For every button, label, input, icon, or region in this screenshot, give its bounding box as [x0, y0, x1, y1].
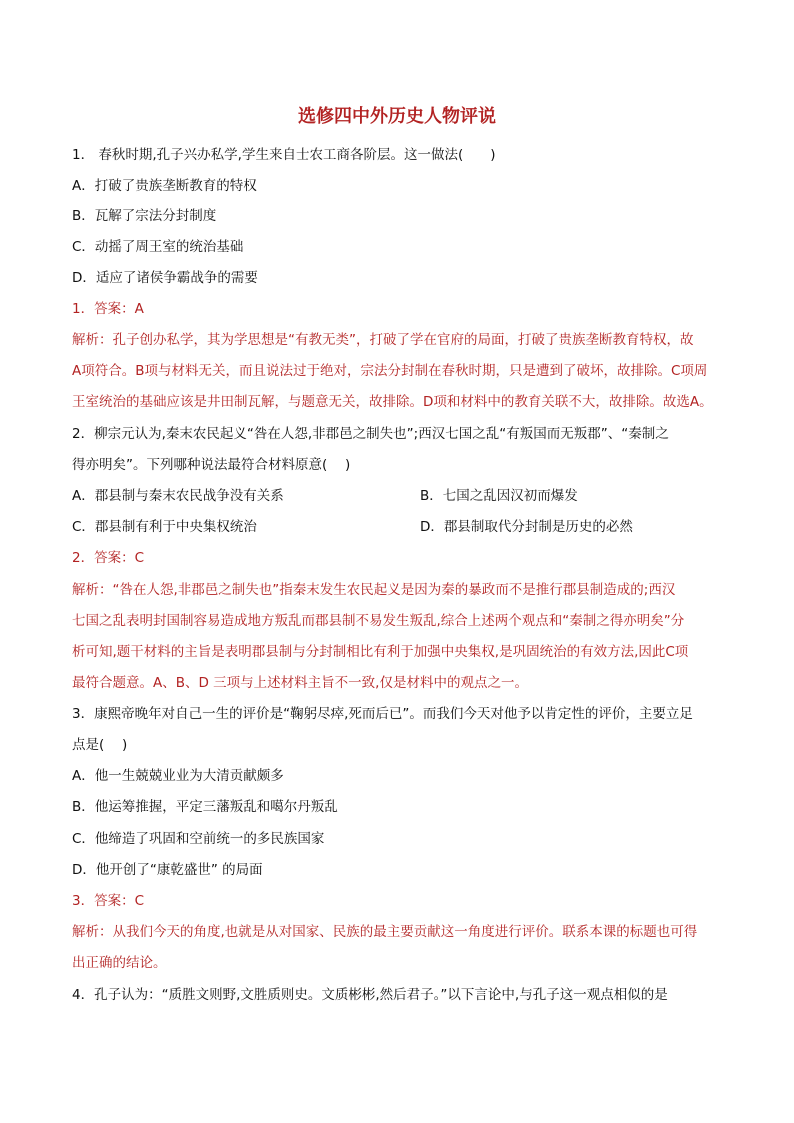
question-2-stem-line: 得亦明矣”。下列哪种说法最符合材料原意( )	[72, 457, 351, 473]
question-2-option-a: A．郡县制与秦末农民战争没有关系	[72, 488, 284, 504]
question-3-explanation-line: 出正确的结论。	[72, 955, 167, 971]
question-2-explanation-line: 七国之乱表明封国制容易造成地方叛乱而郡县制不易发生叛乱,综合上述两个观点和“秦制之得亦明矣”分	[72, 613, 685, 629]
question-1-explanation-line: A项符合。B项与材料无关，而且说法过于绝对，宗法分封制在春秋时期，只是遭到了破坏，故排除。C项周	[72, 363, 708, 379]
question-2-options-row-1	[72, 486, 732, 506]
question-2-options-row-2	[72, 517, 732, 537]
question-2-option-c: C．郡县制有利于中央集权统治	[72, 519, 257, 535]
question-1-explanation-line: 解析：孔子创办私学，其为学思想是“有教无类”，打破了学在官府的局面，打破了贵族垄断教育特权，故	[72, 332, 694, 348]
question-3-option-c: C．他缔造了巩固和空前统一的多民族国家	[72, 831, 325, 847]
question-2-explanation-line: 最符合题意。A、B、D 三项与上述材料主旨不一致,仅是材料中的观点之一。	[72, 675, 528, 691]
question-4-stem-line: 4．孔子认为：“质胜文则野,文胜质则史。文质彬彬,然后君子。”以下言论中,与孔子这一观点相似的是	[72, 987, 668, 1003]
page-title: 选修四中外历史人物评说	[298, 106, 496, 127]
question-2-option-d: D．郡县制取代分封制是历史的必然	[420, 519, 633, 535]
question-1-explanation-line: 王室统治的基础应该是井田制瓦解，与题意无关，故排除。D项和材料中的教育关联不大，故排除。故选A。	[72, 394, 713, 410]
question-1-option-d: D．适应了诸侯争霸战争的需要	[72, 270, 258, 286]
question-3-option-b: B．他运筹推握，平定三藩叛乱和噶尔丹叛乱	[72, 799, 338, 815]
question-1-option-c: C．动摇了周王室的统治基础	[72, 239, 244, 255]
question-2-explanation-line: 解析：“咎在人怨,非郡邑之制失也”指秦末发生农民起义是因为秦的暴政而不是推行郡县制造成的;西汉	[72, 582, 676, 598]
question-2-explanation-line: 析可知,题干材料的主旨是表明郡县制与分封制相比有利于加强中央集权,是巩固统治的有效方法,因此C项	[72, 644, 689, 660]
question-3-answer: 3．答案：C	[72, 893, 145, 909]
question-1-option-a: A．打破了贵族垄断教育的特权	[72, 178, 257, 194]
question-3-stem-line: 3．康熙帝晚年对自己一生的评价是“鞠躬尽瘁,死而后已”。而我们今天对他予以肯定性的评价，主要立足	[72, 706, 693, 722]
question-2-option-b: B．七国之乱因汉初而爆发	[420, 488, 578, 504]
question-3-stem-line: 点是( )	[72, 737, 128, 753]
question-3-explanation-line: 解析：从我们今天的角度,也就是从对国家、民族的最主要贡献这一角度进行评价。联系本课的标题也可得	[72, 924, 698, 940]
question-3-option-a: A．他一生兢兢业业为大清贡献颇多	[72, 768, 284, 784]
question-1-answer: 1．答案：A	[72, 301, 144, 317]
question-1-option-b: B．瓦解了宗法分封制度	[72, 208, 217, 224]
question-3-option-d: D．他开创了“康乾盛世” 的局面	[72, 862, 263, 878]
question-1-stem: 1． 春秋时期,孔子兴办私学,学生来自士农工商各阶层。这一做法( )	[72, 147, 496, 163]
question-2-answer: 2．答案：C	[72, 550, 145, 566]
question-2-stem-line: 2．柳宗元认为,秦末农民起义“咎在人怨,非郡邑之制失也”;西汉七国之乱“有叛国而无叛郡”、“秦制之	[72, 426, 669, 442]
